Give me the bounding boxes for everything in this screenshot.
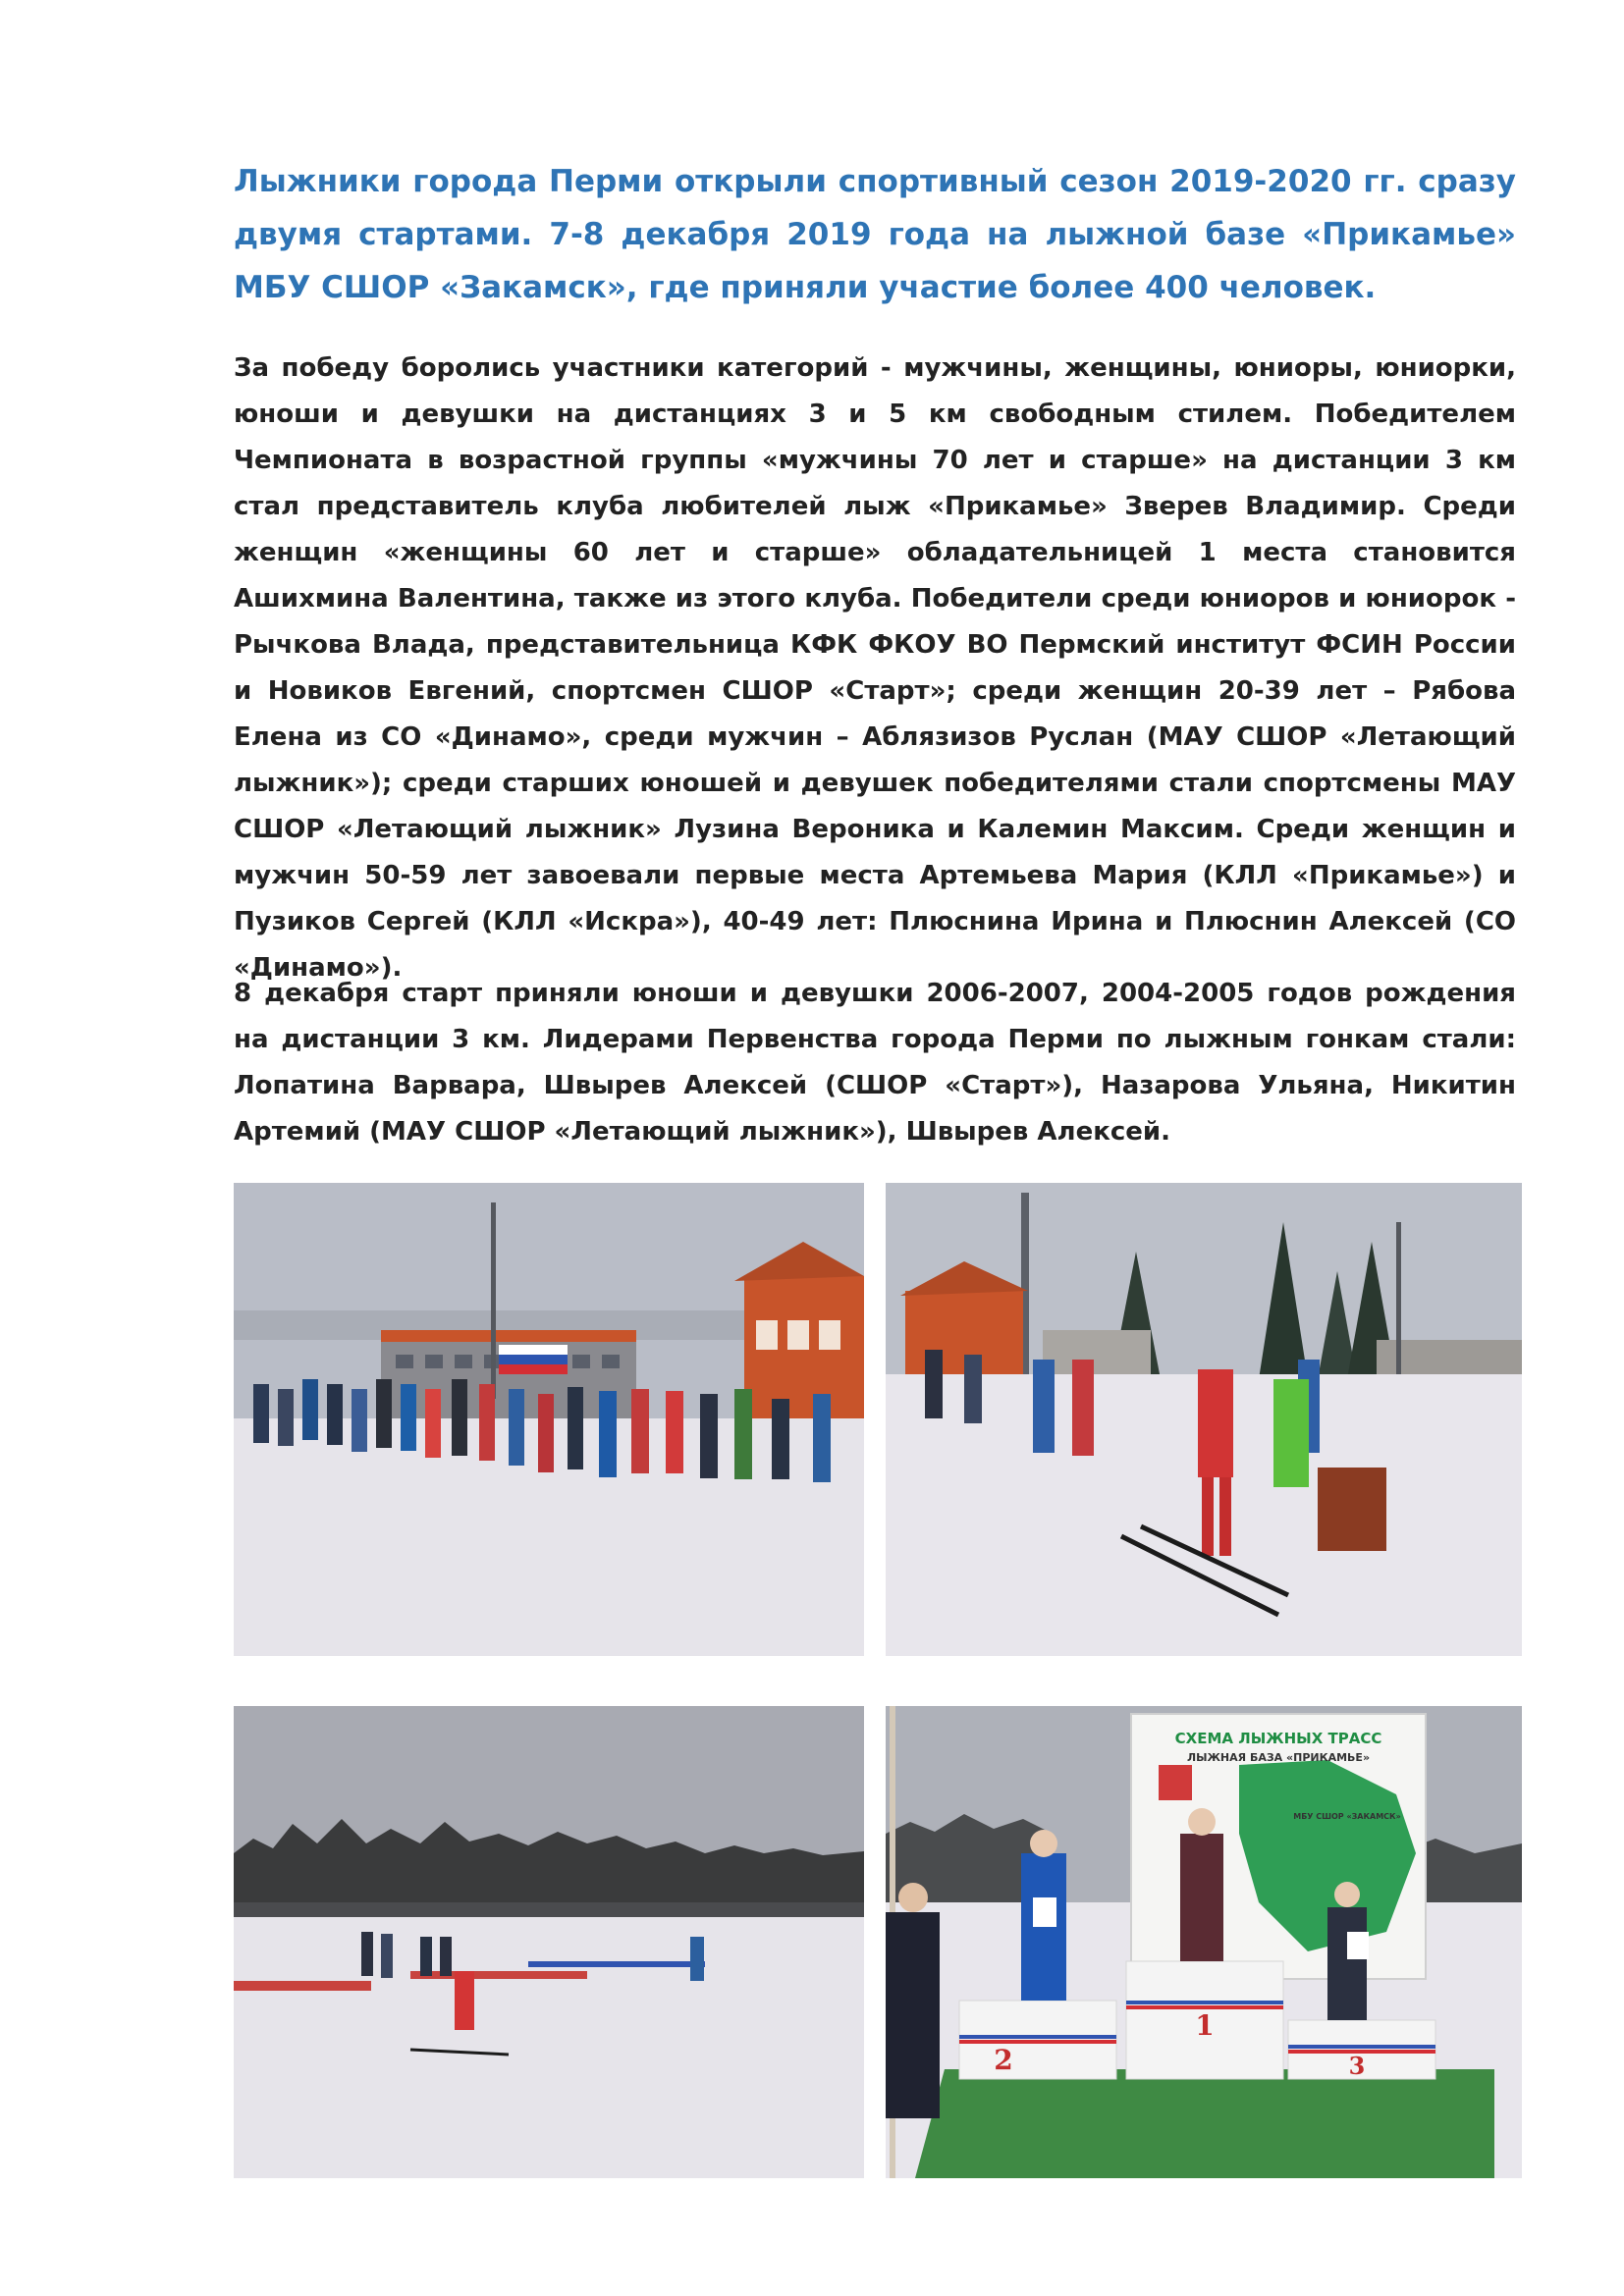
photo-ski-race	[234, 1706, 864, 2178]
article-paragraph-1: За победу боролись участники категорий - мужчины, женщины, юниоры, юниорки, юноши и девушки на дистанциях 3 и 5 км свободным стилем. Победителем Чемпионата в возрастной группы «мужчины 70 лет и старше» на дистанции 3 км стал представитель клуба любителей лыж «Прикамье» Зверев Владимир. Среди женщин «женщины 60 лет и старше» обладательницей 1 места становится Ашихмина Валентина, также из этого клуба. Победители среди юниоров и юниорок - Рычкова Влада, представительница КФК ФКОУ ВО Пермский институт ФСИН России и Новиков Евгений, спортсмен СШОР «Старт»; среди женщин 20-39 лет – Рябова Елена из СО «Динамо», среди мужчин – Аблязизов Руслан (МАУ СШОР «Летающий лыжник»); среди старших юношей и девушек победителями стали спортсмены МАУ СШОР «Летающий лыжник» Лузина Вероника и Калемин Максим. Среди женщин и мужчин 50-59 лет завоевали первые места Артемьева Мария (КЛЛ «Прикамье») и Пузиков Сергей (КЛЛ «Искра»), 40-49 лет: Плюснина Ирина и Плюснин Алексей (СО «Динамо»).	[234, 353, 1516, 983]
map-board-subtitle: ЛЫЖНАЯ БАЗА «ПРИКАМЬЕ»	[1186, 1751, 1371, 1764]
photo-awards-podium	[886, 1706, 1522, 2178]
podium-place-1: 1	[1195, 2009, 1215, 2042]
podium-place-2: 2	[994, 2044, 1013, 2076]
photo-skier-finish	[886, 1183, 1522, 1656]
photo-skiers-lineup	[234, 1183, 864, 1656]
article-title: Лыжники города Перми открыли спортивный сезон 2019-2020 гг. сразу двумя стартами. 7-8 декабря 2019 года на лыжной базе «Прикамье» МБУ СШОР «Закамск», где приняли участие более 400 человек.	[234, 164, 1516, 305]
podium-place-3: 3	[1348, 2052, 1366, 2080]
map-board-note: МБУ СШОР «ЗАКАМСК»	[1293, 1812, 1401, 1821]
article-paragraph-2: 8 декабря старт приняли юноши и девушки 2006-2007, 2004-2005 годов рождения на дистанции 3 км. Лидерами Первенства города Перми по лыжным гонкам стали: Лопатина Варвара, Швырев Алексей (СШОР «Старт»), Назарова Ульяна, Никитин Артемий (МАУ СШОР «Летающий лыжник»), Швырев Алексей.	[234, 979, 1516, 1147]
map-board-title: СХЕМА ЛЫЖНЫХ ТРАСС	[1174, 1730, 1382, 1747]
